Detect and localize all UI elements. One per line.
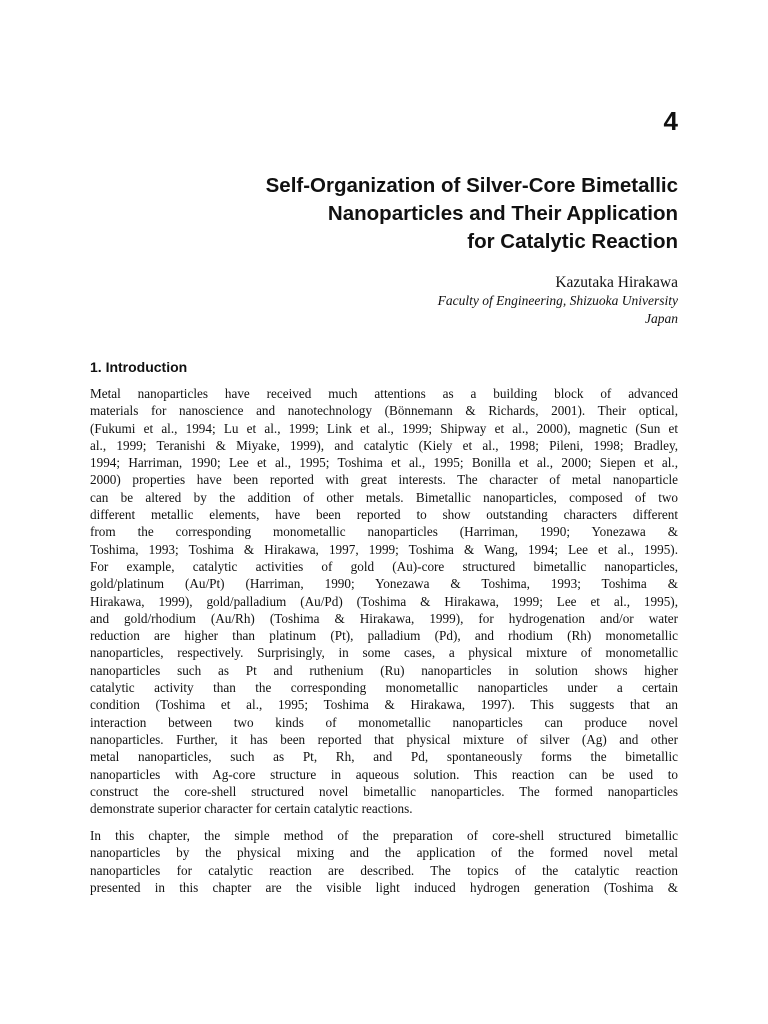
text-line: demonstrate superior character for certain catalytic reactions. [90,801,413,817]
text-line: construct the core-shell structured novel bimetallic nanoparticles. The formed nanoparticles [90,783,678,799]
affiliation-line: Japan [645,311,678,326]
text-line: different metallic elements, have been reported to show outstanding characters different [90,507,678,523]
paper-page [90,0,678,1024]
chapter-number: 4 [663,106,678,136]
title-line: Self-Organization of Silver-Core Bimetallic [265,174,678,197]
text-line: nanoparticles. Further, it has been reported that physical mixture of silver (Ag) and other [90,731,678,747]
text-line: nanoparticles such as Pt and ruthenium (Ru) nanoparticles in solution shows higher [90,662,678,678]
text-line: gold/platinum (Au/Pt) (Harriman, 1990; Yonezawa & Toshima, 1993; Toshima & [90,576,678,592]
chapter-title [90,172,678,256]
affiliation-line: Faculty of Engineering, Shizuoka University [437,293,678,308]
title-line: for Catalytic Reaction [467,230,678,253]
author-affiliation [438,292,678,328]
text-line: presented in this chapter are the visible light induced hydrogen generation (Toshima & [90,879,678,895]
text-line: interaction between two kinds of monometallic nanoparticles can produce novel [90,714,678,730]
text-line: nanoparticles with Ag-core structure in aqueous solution. This reaction can be used to [90,766,678,782]
author-name: Kazutaka Hirakawa [555,274,678,291]
text-line: materials for nanoscience and nanotechnology (Bönnemann & Richards, 2001). Their optical, [90,403,678,419]
text-line: from the corresponding monometallic nanoparticles (Harriman, 1990; Yonezawa & [90,524,678,540]
text-line: Metal nanoparticles have received much attentions as a building block of advanced [90,386,678,401]
text-line: al., 1999; Teranishi & Miyake, 1999), and catalytic (Kiely et al., 1998; Pileni, 1998; Bradley, [90,437,678,453]
text-line: Hirakawa, 1999), gold/palladium (Au/Pd) (Toshima & Hirakawa, 1999; Lee et al., 1995), [90,593,678,609]
introduction-paragraph-1 [90,385,678,817]
section-heading: 1. Introduction [90,359,188,375]
text-line: metal nanoparticles, such as Pt, Rh, and Pd, spontaneously forms the bimetallic [90,749,678,765]
text-line: catalytic activity than the corresponding monometallic nanoparticles under a certain [90,680,678,696]
text-line: reduction are higher than platinum (Pt), palladium (Pd), and rhodium (Rh) monometallic [90,628,678,644]
text-line: (Fukumi et al., 1994; Lu et al., 1999; Link et al., 1999; Shipway et al., 2000), magnetic (Sun et [90,420,678,436]
text-line: 1994; Harriman, 1990; Lee et al., 1995; Toshima et al., 1995; Bonilla et al., 2000; Siepen et al., [90,455,678,471]
text-line: nanoparticles for catalytic reaction are described. The topics of the catalytic reaction [90,862,678,878]
text-line: Toshima, 1993; Toshima & Hirakawa, 1997, 1999; Toshima & Wang, 1994; Lee et al., 1995). [90,541,678,557]
text-line: 2000) properties have been reported with great interests. The character of metal nanoparticle [90,472,678,488]
text-line: nanoparticles by the physical mixing and the application of the formed novel metal [90,845,678,861]
text-line: condition (Toshima et al., 1995; Toshima & Hirakawa, 1997). This suggests that an [90,697,678,713]
text-line: can be altered by the addition of other metals. Bimetallic nanoparticles, composed of two [90,489,678,505]
introduction-paragraph-2 [90,827,678,896]
text-line: nanoparticles, respectively. Surprisingly, in some cases, a physical mixture of monometallic [90,645,678,661]
text-line: For example, catalytic activities of gold (Au)-core structured bimetallic nanoparticles, [90,558,678,574]
title-line: Nanoparticles and Their Application [327,202,678,225]
text-line: and gold/rhodium (Au/Rh) (Toshima & Hirakawa, 1999), for hydrogenation and/or water [90,610,678,626]
text-line: In this chapter, the simple method of the preparation of core-shell structured bimetallic [90,828,678,843]
